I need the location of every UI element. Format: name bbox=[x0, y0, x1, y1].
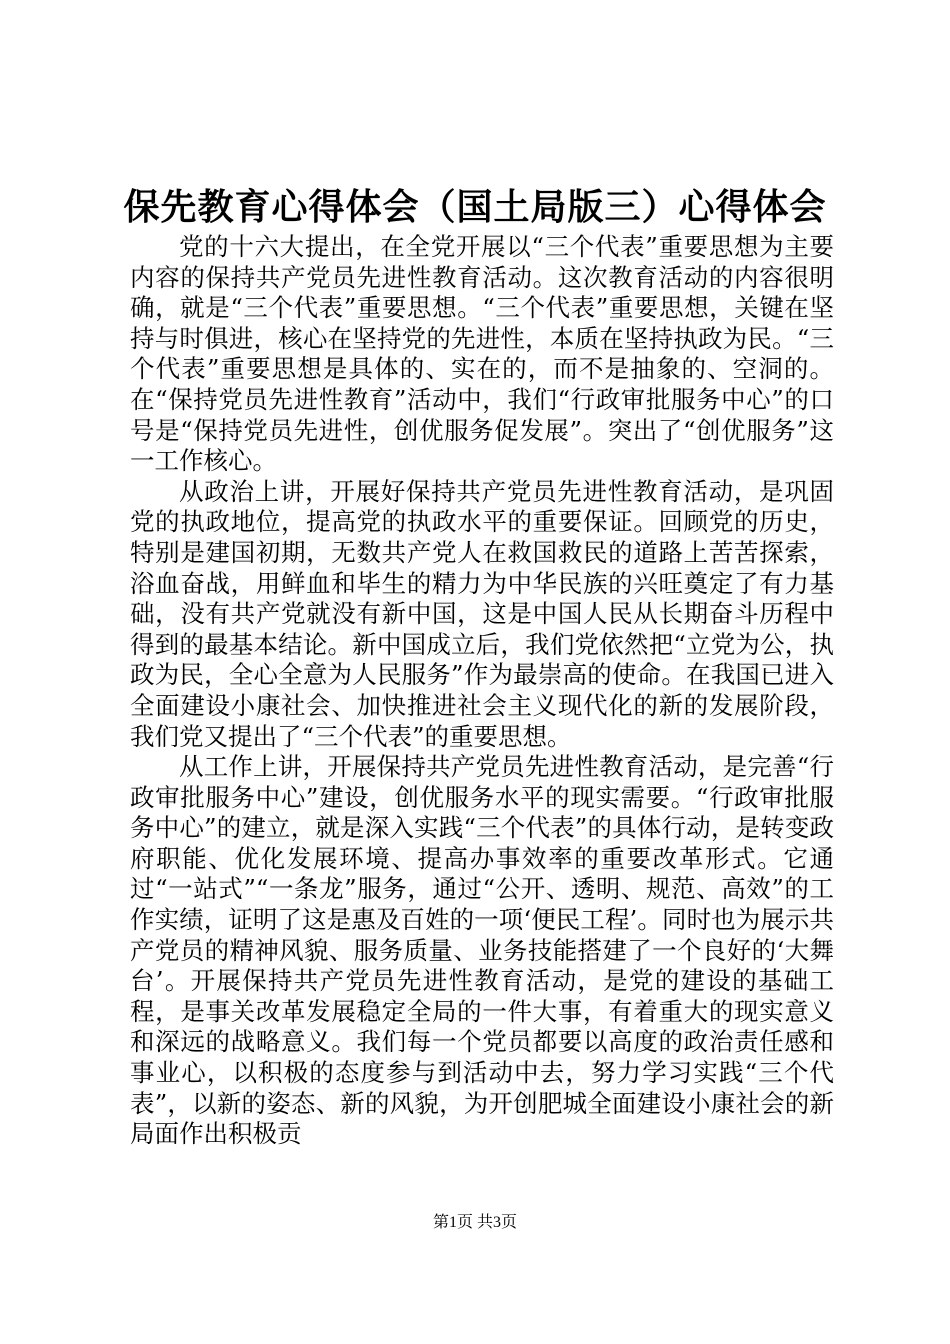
page-footer bbox=[0, 1212, 950, 1234]
paragraph-2: 从政治上讲，开展好保持共产党员先进性教育活动，是巩固党的执政地位，提高党的执政水平的重要保证。回顾党的历史，特别是建国初期，无数共产党人在救国救民的道路上苦苦探索，浴血奋战，用鲜血和毕生的精力为中华民族的兴旺奠定了有力基础，没有共产党就没有新中国，这是中国人民从长期奋斗历程中得到的最基本结论。新中国成立后，我们党依然把“立党为公，执政为民，全心全意为人民服务”作为最崇高的使命。在我国已进入全面建设小康社会、加快推进社会主义现代化的新的发展阶段，我们党又提出了“三个代表”的重要思想。 bbox=[130, 476, 834, 751]
paragraph-3: 从工作上讲，开展保持共产党员先进性教育活动，是完善“行政审批服务中心”建设，创优服务水平的现实需要。“行政审批服务中心”的建立，就是深入实践“三个代表”的具体行动，是转变政府职能、优化发展环境、提高办事效率的重要改革形式。它通过“一站式”“一条龙”服务，通过“公开、透明、规范、高效”的工作实绩，证明了这是惠及百姓的一项‘便民工程’。同时也为展示共产党员的精神风貌、服务质量、业务技能搭建了一个良好的‘大舞台’。开展保持共产党员先进性教育活动，是党的建设的基础工程，是事关改革发展稳定全局的一件大事，有着重大的现实意义和深远的战略意义。我们每一个党员都要以高度的政治责任感和事业心，以积极的态度参与到活动中去，努力学习实践“三个代表”，以新的姿态、新的风貌，为开创肥城全面建设小康社会的新局面作出积极贡 bbox=[130, 752, 834, 1149]
page-number-label: 第1页 共3页 bbox=[432, 1214, 517, 1231]
document-title: 保先教育心得体会（国土局版三）心得体会 bbox=[123, 186, 827, 228]
document-body bbox=[130, 232, 834, 1150]
paragraph-1: 党的十六大提出，在全党开展以“三个代表”重要思想为主要内容的保持共产党员先进性教育活动。这次教育活动的内容很明确，就是“三个代表”重要思想。“三个代表”重要思想，关键在坚持与时俱进，核心在坚持党的先进性，本质在坚持执政为民。“三个代表”重要思想是具体的、实在的，而不是抽象的、空洞的。在“保持党员先进性教育”活动中，我们“行政审批服务中心”的口号是“保持党员先进性，创优服务促发展”。突出了“创优服务”这一工作核心。 bbox=[130, 232, 834, 476]
